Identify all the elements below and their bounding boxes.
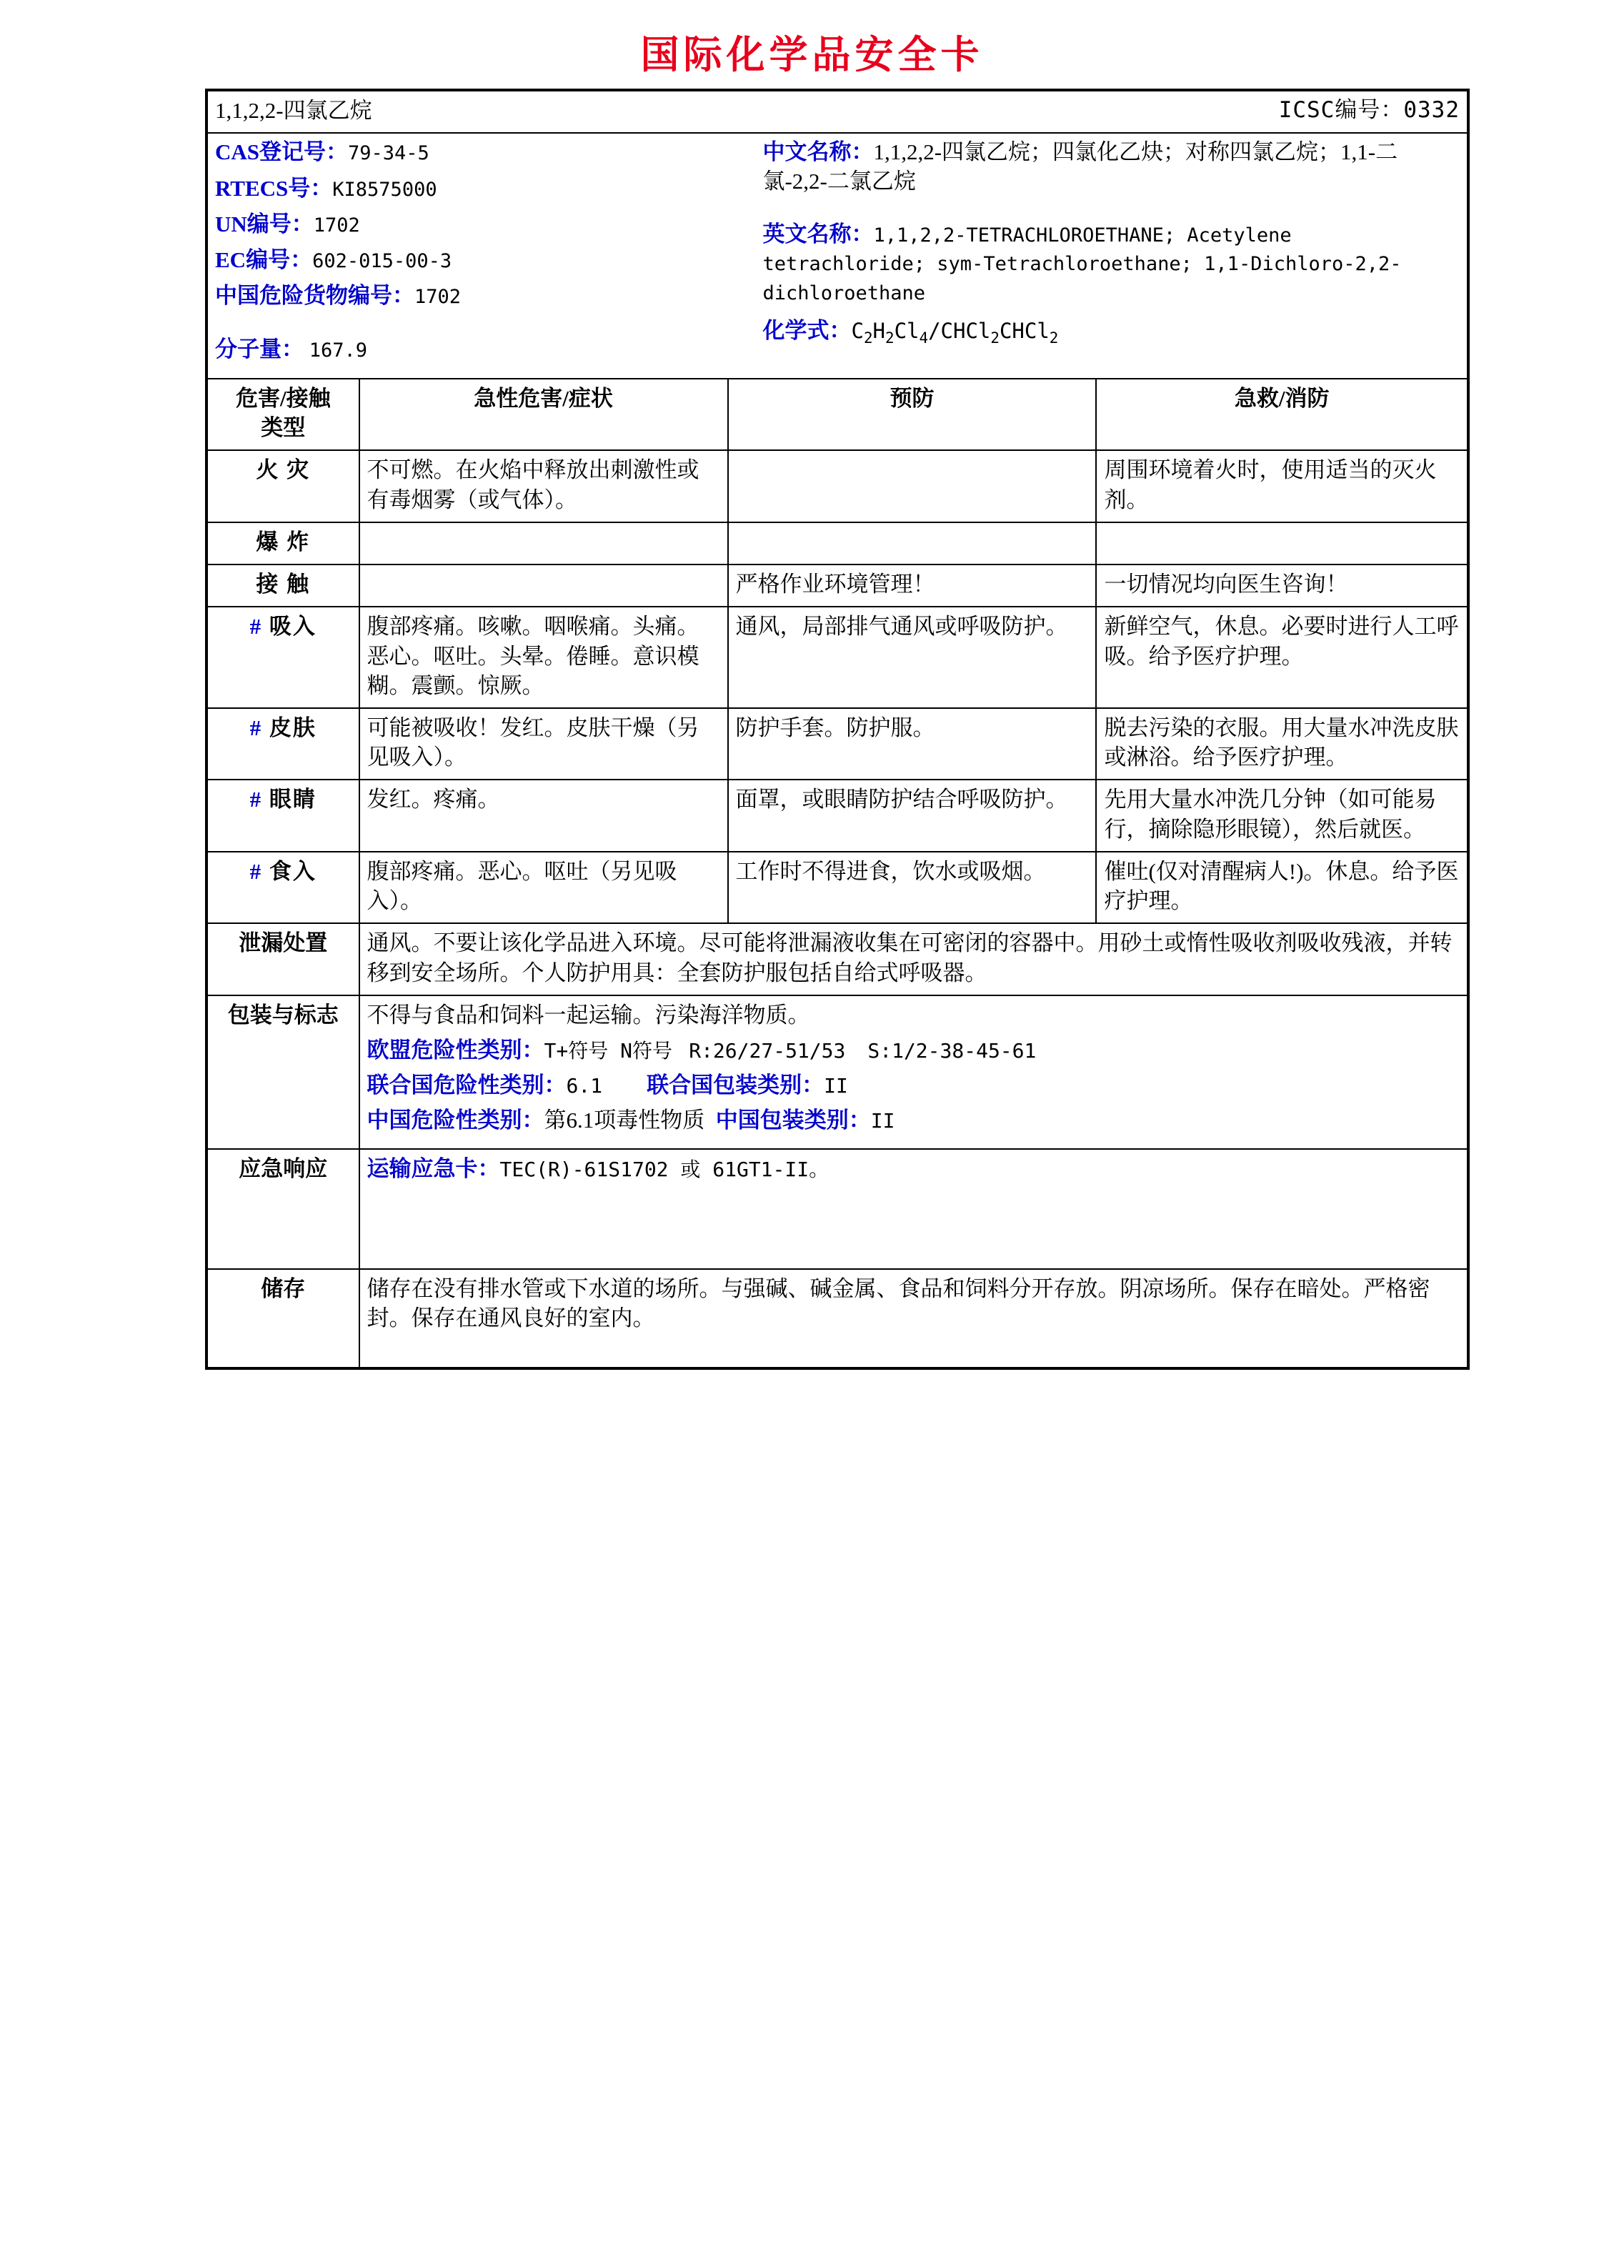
en-name-line xyxy=(762,220,1460,307)
table-row xyxy=(208,852,1467,923)
cell-explosion-prevention xyxy=(728,522,1097,564)
row-label-spill: 泄漏处置 xyxy=(208,923,359,995)
packaging-cn-pack-label: 中国包装类别： xyxy=(715,1108,871,1133)
cell-eyes-prevention: 面罩，或眼睛防护结合呼吸防护。 xyxy=(728,780,1097,851)
row-label-explosion: 爆 炸 xyxy=(208,522,359,564)
table-row xyxy=(208,780,1467,851)
cas-label: CAS登记号： xyxy=(215,139,349,165)
row-label-packaging: 包装与标志 xyxy=(208,995,359,1149)
packaging-eu-s: S:1/2-38-45-61 xyxy=(867,1038,1037,1063)
table-row xyxy=(208,607,1467,708)
molecular-weight-label: 分子量： xyxy=(215,336,304,362)
molecular-weight-value: 167.9 xyxy=(309,339,368,362)
packaging-un-hazard-value: 6.1 xyxy=(566,1074,603,1098)
packaging-eu-line xyxy=(367,1035,1460,1065)
cell-explosion-acute xyxy=(359,522,728,564)
col-header-type-line1: 危害/接触 xyxy=(235,386,331,411)
chemical-name: 1,1,2,2-四氯乙烷 xyxy=(208,91,728,133)
formula-value: $C_2H_2Cl_4/CHCl_2CHCl_2$ xyxy=(851,319,1059,347)
icsc-number-cell xyxy=(728,91,1468,133)
cell-exposure-acute xyxy=(359,564,728,607)
packaging-un-line xyxy=(367,1070,1460,1100)
packaging-cn-pack-value: II xyxy=(870,1109,895,1133)
row-label-skin: # 皮肤 xyxy=(208,708,359,780)
cell-fire-acute: 不可燃。在火焰中释放出刺激性或有毒烟雾（或气体）。 xyxy=(359,450,728,522)
cell-exposure-firstaid: 一切情况均向医生咨询！ xyxy=(1096,564,1467,607)
cell-emergency xyxy=(359,1149,1467,1269)
packaging-eu-value: T+符号 N符号 xyxy=(544,1038,672,1063)
packaging-cn-hazard-value: 第6.1项毒性物质 xyxy=(544,1108,705,1133)
column-header-row xyxy=(208,379,1467,450)
formula-label: 化学式： xyxy=(762,318,852,344)
en-name-value: 1,1,2,2-TETRACHLOROETHANE; Acetylene tetrachloride; sym-Tetrachloroethane; 1,1-Dichloro-2,2-dichloroethane xyxy=(762,224,1402,304)
row-label-eyes: # 眼睛 xyxy=(208,780,359,851)
emergency-row xyxy=(208,1149,1467,1269)
row-label-exposure: 接 触 xyxy=(208,564,359,607)
storage-row xyxy=(208,1269,1467,1367)
row-label-ingestion: # 食入 xyxy=(208,852,359,923)
safety-card xyxy=(205,89,1470,1370)
col-header-acute: 急性危害/症状 xyxy=(359,379,728,450)
packaging-un-pack-value: II xyxy=(824,1074,848,1098)
cell-eyes-acute: 发红。疼痛。 xyxy=(359,780,728,851)
packaging-eu-label: 欧盟危险性类别： xyxy=(367,1037,544,1063)
cell-explosion-firstaid xyxy=(1096,522,1467,564)
page-title: 国际化学品安全卡 xyxy=(640,34,984,76)
table-row xyxy=(208,564,1467,607)
identification-block xyxy=(208,133,1467,379)
icsc-label: ICSC编号： xyxy=(1278,97,1404,123)
rtecs-value: KI8575000 xyxy=(332,178,437,201)
ec-value: 602-015-00-3 xyxy=(312,250,452,273)
table-row xyxy=(208,450,1467,522)
header-row xyxy=(208,91,1467,133)
col-header-prevention: 预防 xyxy=(728,379,1097,450)
cn-dangerous-goods-line xyxy=(215,282,755,310)
col-header-type-line2: 类型 xyxy=(261,415,306,441)
identification-row xyxy=(208,133,1467,379)
cas-value: 79-34-5 xyxy=(348,142,429,165)
packaging-un-hazard-label: 联合国危险性类别： xyxy=(367,1073,567,1098)
table-row xyxy=(208,522,1467,564)
cell-ingestion-firstaid: 催吐(仅对清醒病人!)。休息。给予医疗护理。 xyxy=(1096,852,1467,923)
cell-storage-text: 储存在没有排水管或下水道的场所。与强碱、碱金属、食品和饲料分开存放。阴凉场所。保存在暗处。严格密封。保存在通风良好的室内。 xyxy=(359,1269,1467,1367)
cell-skin-prevention: 防护手套。防护服。 xyxy=(728,708,1097,780)
cell-exposure-prevention: 严格作业环境管理！ xyxy=(728,564,1097,607)
icsc-value: 0332 xyxy=(1403,97,1460,123)
packaging-eu-r: R:26/27-51/53 xyxy=(689,1038,846,1063)
cn-name-label: 中文名称： xyxy=(762,139,874,165)
cas-line xyxy=(215,138,755,166)
cell-ingestion-acute: 腹部疼痛。恶心。呕吐（另见吸入）。 xyxy=(359,852,728,923)
cell-ingestion-prevention: 工作时不得进食，饮水或吸烟。 xyxy=(728,852,1097,923)
cell-spill-text: 通风。不要让该化学品进入环境。尽可能将泄漏液收集在可密闭的容器中。用砂土或惰性吸收剂吸收残液，并转移到安全场所。个人防护用具：全套防护服包括自给式呼吸器。 xyxy=(359,923,1467,995)
ec-line xyxy=(215,246,755,274)
cell-fire-prevention xyxy=(728,450,1097,522)
emergency-card-label: 运输应急卡： xyxy=(367,1155,500,1181)
rtecs-label: RTECS号： xyxy=(215,175,333,201)
cn-dangerous-goods-label: 中国危险货物编号： xyxy=(215,283,414,309)
cell-packaging xyxy=(359,995,1467,1149)
un-label: UN编号： xyxy=(215,211,314,237)
emergency-card-line xyxy=(367,1154,1460,1183)
un-value: 1702 xyxy=(313,214,360,237)
packaging-transport-note: 不得与食品和饲料一起运输。污染海洋物质。 xyxy=(367,1002,810,1028)
emergency-card-value: TEC(R)-61S1702 或 61GT1-II。 xyxy=(499,1157,830,1181)
cell-fire-firstaid: 周围环境着火时，使用适当的灭火剂。 xyxy=(1096,450,1467,522)
en-name-label: 英文名称： xyxy=(762,221,874,247)
table-row xyxy=(208,708,1467,780)
row-label-emergency: 应急响应 xyxy=(208,1149,359,1269)
col-header-firstaid: 急救/消防 xyxy=(1096,379,1467,450)
identification-left-column xyxy=(215,138,762,371)
cell-skin-acute: 可能被吸收！发红。皮肤干燥（另见吸入）。 xyxy=(359,708,728,780)
molecular-weight-line xyxy=(215,335,755,364)
rtecs-line xyxy=(215,174,755,203)
cn-name-value: 1,1,2,2-四氯乙烷；四氯化乙炔；对称四氯乙烷；1,1-二氯-2,2-二氯乙烷 xyxy=(762,139,1398,194)
packaging-cn-hazard-label: 中国危险性类别： xyxy=(367,1108,544,1133)
cn-name-line xyxy=(762,138,1460,196)
row-label-storage: 储存 xyxy=(208,1269,359,1367)
row-label-inhalation: # 吸入 xyxy=(208,607,359,708)
cell-eyes-firstaid: 先用大量水冲洗几分钟（如可能易行，摘除隐形眼镜），然后就医。 xyxy=(1096,780,1467,851)
formula-line xyxy=(762,317,1460,348)
spill-row xyxy=(208,923,1467,995)
cell-inhalation-firstaid: 新鲜空气，休息。必要时进行人工呼吸。给予医疗护理。 xyxy=(1096,607,1467,708)
cell-inhalation-prevention: 通风，局部排气通风或呼吸防护。 xyxy=(728,607,1097,708)
identification-right-column xyxy=(762,138,1460,371)
packaging-row xyxy=(208,995,1467,1149)
cn-dangerous-goods-value: 1702 xyxy=(414,286,462,309)
un-line xyxy=(215,210,755,239)
packaging-un-pack-label: 联合国包装类别： xyxy=(647,1073,825,1098)
packaging-cn-line xyxy=(367,1105,1460,1135)
row-label-fire: 火 灾 xyxy=(208,450,359,522)
cell-skin-firstaid: 脱去污染的衣服。用大量水冲洗皮肤或淋浴。给予医疗护理。 xyxy=(1096,708,1467,780)
ec-label: EC编号： xyxy=(215,247,313,273)
cell-inhalation-acute: 腹部疼痛。咳嗽。咽喉痛。头痛。恶心。呕吐。头晕。倦睡。意识模糊。震颤。惊厥。 xyxy=(359,607,728,708)
safety-card-table xyxy=(208,91,1467,1367)
col-header-type xyxy=(208,379,359,450)
